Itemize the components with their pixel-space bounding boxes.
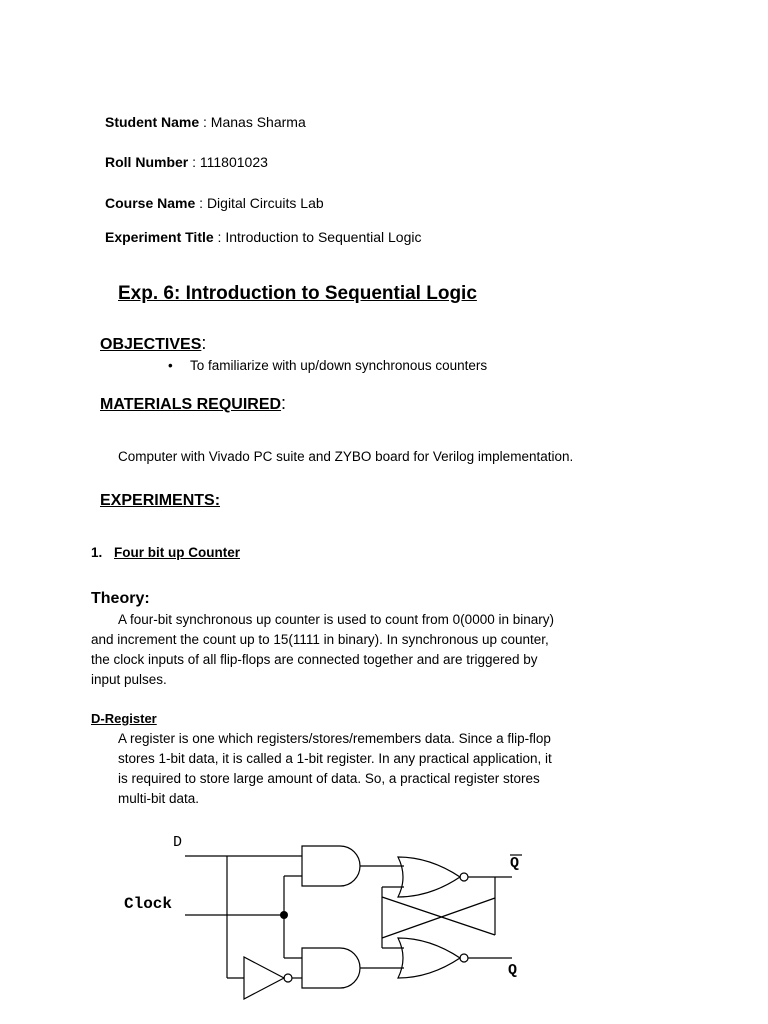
top-feedback-cross — [382, 897, 495, 935]
course-name-line — [105, 195, 324, 211]
bottom-feedback-cross — [382, 898, 495, 938]
inverter-gate — [244, 957, 284, 999]
top-nor-gate — [398, 857, 460, 897]
inverter-bubble — [284, 974, 292, 982]
experiments-heading — [100, 492, 220, 510]
objectives-colon: : — [201, 333, 207, 353]
experiment-title-value: Introduction to Sequential Logic — [225, 229, 422, 245]
dregister-line: multi-bit data. — [118, 791, 200, 806]
top-nor-bubble — [460, 873, 468, 881]
theory-line: A four-bit synchronous up counter is used to count from 0(0000 in binary) — [118, 612, 554, 627]
dregister-heading: D-Register — [91, 711, 157, 726]
bottom-nor-gate — [398, 938, 460, 978]
roll-number-label: Roll Number — [105, 154, 189, 170]
circuit-label-d: D — [173, 834, 183, 851]
dregister-paragraph — [118, 729, 552, 809]
theory-heading: Theory: — [91, 590, 150, 607]
objectives-list-item — [168, 358, 487, 373]
student-name-value: Manas Sharma — [210, 114, 306, 130]
theory-line: and increment the count up to 15(1111 in binary). In synchronous up counter, — [91, 632, 549, 647]
roll-number-line — [105, 154, 268, 170]
circuit-label-clock: Clock — [124, 895, 173, 913]
theory-line: input pulses. — [91, 672, 167, 687]
experiment-item-number: 1. — [91, 545, 103, 560]
bottom-and-gate — [302, 948, 360, 988]
separator: : — [188, 154, 200, 170]
experiments-heading-text: EXPERIMENTS: — [100, 492, 221, 509]
dregister-line: stores 1-bit data, it is called a 1-bit register. In any practical application, it — [118, 751, 552, 766]
materials-colon: : — [281, 393, 287, 413]
experiment-title-line — [105, 229, 421, 245]
page-title: Exp. 6: Introduction to Sequential Logic — [118, 283, 477, 304]
experiment-item-title: Four bit up Counter — [114, 545, 240, 560]
materials-text: Computer with Vivado PC suite and ZYBO board for Verilog implementation. — [118, 449, 574, 464]
roll-number-value: 111801023 — [199, 154, 268, 170]
separator: : — [213, 229, 226, 245]
experiment-title-label: Experiment Title — [105, 229, 214, 245]
student-name-line — [105, 114, 306, 130]
course-name-label: Course Name — [105, 195, 196, 211]
clock-junction-dot — [280, 911, 288, 919]
dregister-line: A register is one which registers/stores/remembers data. Since a flip-flop — [118, 731, 551, 746]
materials-heading-text: MATERIALS REQUIRED — [100, 396, 282, 413]
theory-line: the clock inputs of all flip-flops are connected together and are triggered by — [91, 652, 538, 667]
dregister-line: is required to store large amount of data. So, a practical register stores — [118, 771, 540, 786]
course-name-value: Digital Circuits Lab — [206, 195, 324, 211]
objectives-item-text: To familiarize with up/down synchronous counters — [190, 358, 488, 373]
separator: : — [195, 195, 207, 211]
student-name-label: Student Name — [105, 114, 200, 130]
circuit-label-qbar: Q — [510, 855, 520, 872]
objectives-heading-text: OBJECTIVES — [100, 336, 202, 353]
materials-heading — [100, 393, 286, 414]
circuit-label-q: Q — [508, 962, 518, 979]
top-and-gate — [302, 846, 360, 886]
separator: : — [199, 114, 211, 130]
bullet-icon: • — [168, 358, 173, 373]
objectives-heading — [100, 333, 206, 354]
bottom-nor-bubble — [460, 954, 468, 962]
experiment-item — [91, 545, 240, 560]
theory-paragraph — [91, 610, 554, 690]
